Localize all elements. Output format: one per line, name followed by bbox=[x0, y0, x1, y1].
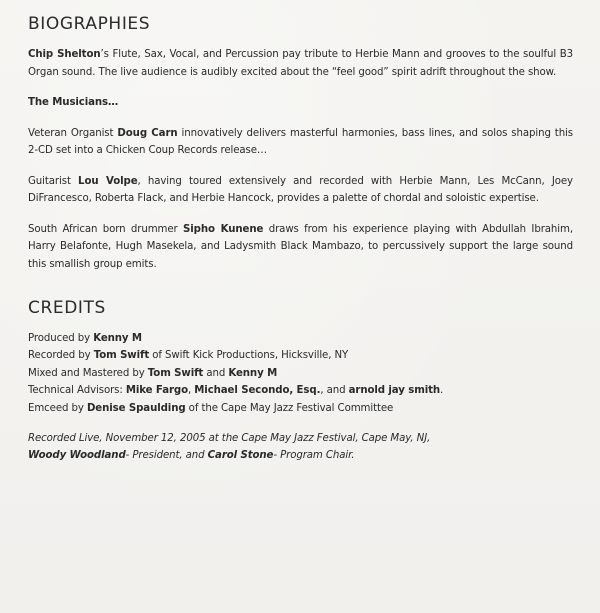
recorded-live-line-2 bbox=[28, 447, 573, 464]
musicians-heading-text: The Musicians… bbox=[28, 97, 119, 108]
credit-name: Kenny M bbox=[228, 367, 278, 379]
credit-technical bbox=[28, 382, 573, 399]
musician-text: innovatively delivers masterful harmonies, bass lines, and solos shaping this 2-CD set into a Chicken Coup Records release… bbox=[28, 127, 573, 156]
credits-list bbox=[28, 330, 573, 417]
credit-text: , bbox=[187, 385, 195, 397]
musicians-heading bbox=[28, 94, 573, 112]
credit-produced bbox=[28, 330, 573, 347]
musician-name: Sipho Kunene bbox=[183, 223, 264, 235]
credit-name: Denise Spaulding bbox=[86, 402, 186, 414]
credit-text: - Program Chair. bbox=[273, 450, 355, 462]
musician-text: , having toured extensively and recorded with Herbie Mann, Les McCann, Joey DiFrancesco, Roberta Flack, and Herbie Hancock, provides a palette of chordal and soloistic expertise. bbox=[28, 175, 573, 204]
credit-text: and bbox=[203, 367, 229, 379]
credit-emceed bbox=[28, 400, 573, 417]
musician-paragraph-lou-volpe bbox=[28, 173, 573, 208]
credit-text: , and bbox=[320, 385, 349, 397]
credit-name: Michael Secondo, Esq. bbox=[194, 385, 321, 397]
credit-name: Carol Stone bbox=[207, 450, 274, 462]
liner-notes-content bbox=[28, 12, 573, 465]
recorded-live-line: Recorded Live, November 12, 2005 at the Cape May Jazz Festival, Cape May, NJ, bbox=[28, 433, 431, 445]
recorded-live-note bbox=[28, 430, 573, 465]
credit-name: Mike Fargo bbox=[125, 385, 188, 397]
credit-text: . bbox=[440, 385, 444, 397]
musician-text: Guitarist bbox=[28, 175, 79, 187]
musician-paragraph-doug-carn bbox=[28, 125, 573, 160]
musician-text: draws from his experience playing with Abdullah Ibrahim, Harry Belafonte, Hugh Masekela, and Ladysmith Black Mambazo, to percussively support the large sound this smallish group emits. bbox=[28, 223, 573, 270]
credit-recorded bbox=[28, 347, 573, 364]
credit-text: Recorded by bbox=[28, 350, 94, 362]
credit-text: Emceed by bbox=[28, 402, 87, 414]
biographies-heading: BIOGRAPHIES bbox=[28, 14, 151, 34]
musician-text: Veteran Organist bbox=[28, 127, 118, 139]
credit-text: Produced by bbox=[28, 333, 94, 344]
credit-name: Tom Swift bbox=[93, 350, 150, 362]
credit-text: Mixed and Mastered by bbox=[28, 367, 148, 379]
intro-text: ’s Flute, Sax, Vocal, and Percussion pay tribute to Herbie Mann and grooves to the soulful B3 Organ sound. The live audience is audibly excited about the “feel good” spirit adrift throughout the show. bbox=[28, 49, 573, 78]
credit-text: of Swift Kick Productions, Hicksville, NY bbox=[149, 350, 349, 362]
musician-paragraph-sipho-kunene bbox=[28, 221, 573, 274]
credit-text: Technical Advisors: bbox=[28, 385, 126, 397]
credit-name: Woody Woodland bbox=[28, 450, 126, 462]
credit-name: Kenny M bbox=[93, 333, 142, 344]
credit-text: of the Cape May Jazz Festival Committee bbox=[185, 402, 394, 414]
credit-text: - President, and bbox=[125, 450, 208, 462]
credit-name: Tom Swift bbox=[147, 367, 204, 379]
intro-name: Chip Shelton bbox=[28, 49, 101, 60]
musician-text: South African born drummer bbox=[28, 223, 184, 235]
credits-heading: CREDITS bbox=[28, 298, 106, 318]
musician-name: Lou Volpe bbox=[78, 175, 138, 187]
credit-mixed bbox=[28, 365, 573, 382]
musician-name: Doug Carn bbox=[117, 127, 178, 139]
intro-paragraph bbox=[28, 46, 573, 81]
credit-name: arnold jay smith bbox=[348, 385, 441, 397]
